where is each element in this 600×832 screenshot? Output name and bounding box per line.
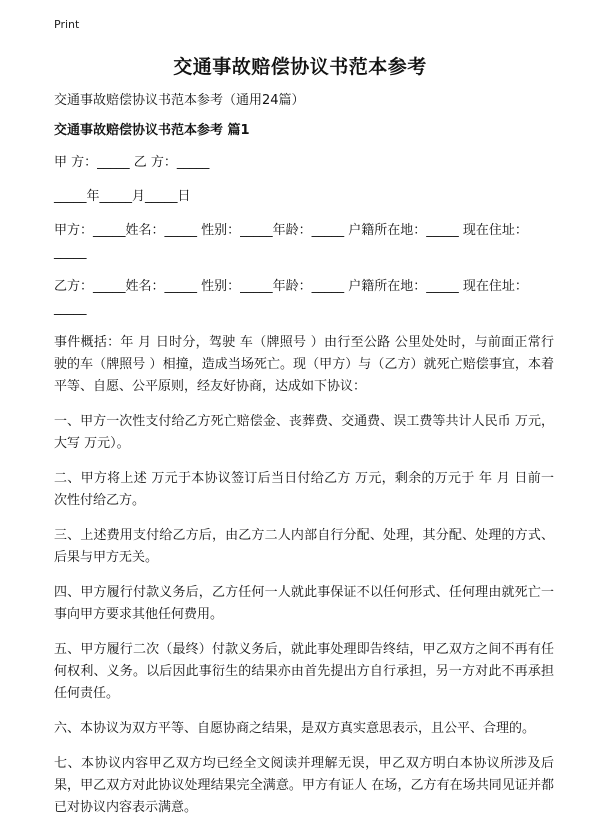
document-body [54,90,554,832]
party-b-info: 乙方：_____姓名：_____ 性别：_____年龄：_____ 户籍所在地：_____ 现在住址：_____ [54,279,528,316]
clause-paragraph: 七、本协议内容甲乙双方均已经全文阅读并理解无误，甲乙双方明白本协议所涉及后果，甲乙双方对此协议处理结果完全满意。甲方有证人 在场，乙方有在场共同见证并都已对协议内容表示满意。 [54,756,554,815]
party-a-info: 甲方：_____姓名：_____ 性别：_____年龄：_____ 户籍所在地：_____ 现在住址：_____ [54,223,528,260]
print-link[interactable]: Print [54,18,80,31]
document-title: 交通事故赔偿协议书范本参考 [173,56,427,78]
parties-line: 甲 方：_____ 乙 方：_____ [54,155,210,170]
section-heading: 交通事故赔偿协议书范本参考 篇1 [54,123,250,138]
clause-paragraph: 六、本协议为双方平等、自愿协商之结果，是双方真实意思表示，且公平、合理的。 [54,721,536,736]
clause-paragraph: 一、甲方一次性支付给乙方死亡赔偿金、丧葬费、交通费、误工费等共计人民币 万元，大写 万元）。 [54,414,554,451]
clause-paragraph: 三、上述费用支付给乙方后，由乙方二人内部自行分配、处理，其分配、处理的方式、后果与甲方无关。 [54,528,554,565]
clause-paragraph: 五、甲方履行二次（最终）付款义务后，就此事处理即告终结，甲乙双方之间不再有任何权利、义务。以后因此事衍生的结果亦由首先提出方自行承担，另一方对此不再承担任何责任。 [54,642,554,701]
incident-summary-paragraph: 事件概括：年 月 日时分，驾驶 车（牌照号 ）由行至公路 公里处处时，与前面正常行驶的车（牌照号 ）相撞，造成当场死亡。现（甲方）与（乙方）就死亡赔偿事宜，本着平等、自愿、公平原则，经友好协商，达成如下协议： [54,335,554,394]
date-line: _____年_____月_____日 [54,189,191,204]
clause-paragraph: 四、甲方履行付款义务后，乙方任何一人就此事保证不以任何形式、任何理由就死亡一事向甲方要求其他任何费用。 [54,585,554,622]
clause-paragraph: 二、甲方将上述 万元于本协议签订后当日付给乙方 万元，剩余的万元于 年 月 日前一次性付给乙方。 [54,471,554,508]
document-subtitle: 交通事故赔偿协议书范本参考（通用24篇） [54,93,305,108]
